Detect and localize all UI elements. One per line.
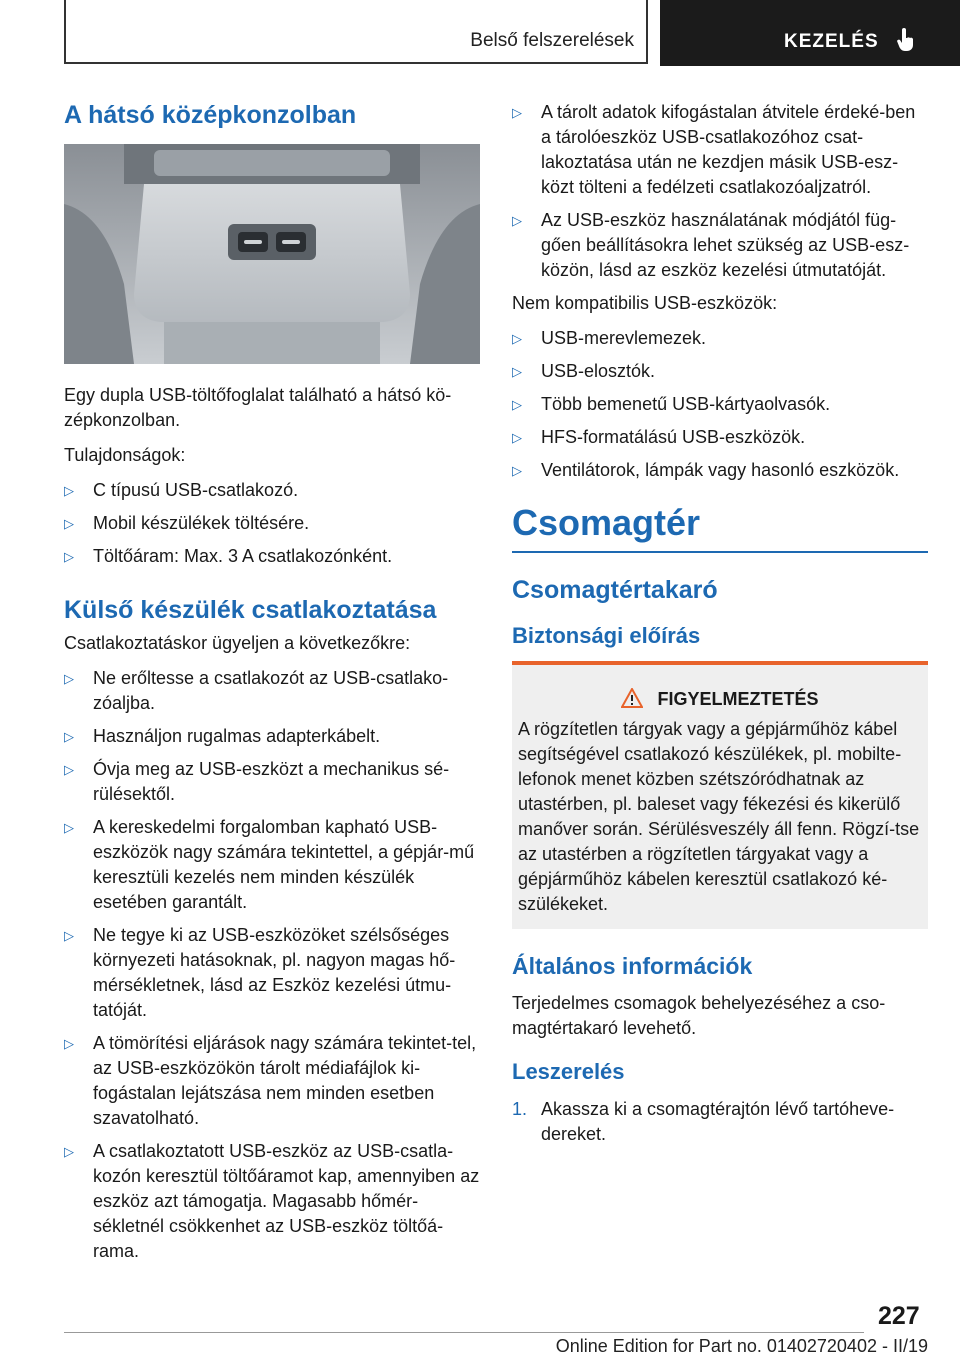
usb-notes-list	[512, 100, 928, 283]
triangle-bullet-icon: ▷	[64, 1144, 74, 1159]
triangle-bullet-icon: ▷	[64, 483, 74, 498]
list-item: ▷ Az USB-eszköz használatának módjától füg-gően beállításokra lehet szükség az USB-esz-közön, lásd az eszköz kezelési útmutatóját.	[512, 210, 910, 280]
triangle-bullet-icon: ▷	[64, 928, 74, 943]
heading-external-device: Külső készülék csatlakoztatása	[64, 596, 437, 624]
properties-list	[64, 478, 482, 569]
triangle-bullet-icon: ▷	[512, 397, 522, 412]
list-item: ▷ Használjon rugalmas adapterkábelt.	[64, 724, 482, 749]
triangle-bullet-icon: ▷	[512, 331, 522, 346]
warning-title: FIGYELMEZTETÉS	[518, 687, 922, 711]
list-item: ▷ A tárolt adatok kifogástalan átvitele érdeké-ben a tárolóeszköz USB-csatlakozóhoz csat-lakoztatása után ne kezdjen másik USB-esz-közt tölteni a fedélzeti csatlakozóaljzatról.	[512, 102, 916, 197]
triangle-bullet-icon: ▷	[64, 820, 74, 835]
warning-text: A rögzítetlen tárgyak vagy a gépjárműhöz kábel segítségével csatlakozó készülékek, pl. mobilte-lefonok menet közben szétszóródhatnak az utastérben, pl. baleset vagy fékezési és kikerülő manőver során. Sérülésveszély áll fenn. Rögzí-tse az utastérben a rögzítetlen tárgyakat vagy a gépjárműhöz kábelen keresztül csatlakozó ké-szülékeket.	[518, 719, 920, 914]
chapter-tab	[660, 0, 960, 66]
triangle-bullet-icon: ▷	[64, 671, 74, 686]
left-column	[64, 100, 482, 1272]
triangle-bullet-icon: ▷	[64, 516, 74, 531]
triangle-bullet-icon: ▷	[512, 364, 522, 379]
heading-luggage-cover: Csomagtértakaró	[512, 576, 718, 604]
section-header-box	[64, 0, 648, 64]
list-item: 1. Akassza ki a csomagtérajtón lévő tartóheve-dereket.	[512, 1099, 895, 1144]
footer-divider	[64, 1332, 864, 1333]
connect-list	[64, 666, 482, 1264]
list-item: ▷ A csatlakoztatott USB-eszköz az USB-csatla-kozón keresztül töltőáramot kap, amennyiben az eszköz azt támogatja. Magasabb hőmér-sékletnél csökkenhet az USB-eszköz töltőá-rama.	[64, 1141, 480, 1261]
incompatible-list	[512, 326, 928, 483]
triangle-bullet-icon: ▷	[512, 430, 522, 445]
properties-label: Tulajdonságok:	[64, 445, 186, 465]
page-number: 227	[878, 1302, 920, 1330]
triangle-bullet-icon: ▷	[512, 105, 522, 120]
list-item: ▷ USB-elosztók.	[512, 359, 928, 384]
triangle-bullet-icon: ▷	[512, 463, 522, 478]
list-item: ▷ Több bemenetű USB-kártyaolvasók.	[512, 392, 928, 417]
general-text: Terjedelmes csomagok behelyezéséhez a cso-magtértakaró levehető.	[512, 993, 886, 1038]
list-item: ▷ HFS-formatálású USB-eszközök.	[512, 425, 928, 450]
list-item: ▷ Ventilátorok, lámpák vagy hasonló eszközök.	[512, 458, 928, 483]
heading-removal: Leszerelés	[512, 1059, 625, 1084]
list-item: ▷ USB-merevlemezek.	[512, 326, 928, 351]
connect-intro: Csatlakoztatáskor ügyeljen a következőkre:	[64, 633, 411, 653]
usb-c-ports-photo	[64, 144, 480, 364]
chapter-tab-label: KEZELÉS	[784, 31, 879, 52]
list-item: ▷ Mobil készülékek töltésére.	[64, 511, 482, 536]
warning-box	[512, 661, 928, 929]
heading-general-info: Általános információk	[512, 953, 753, 979]
list-item: ▷ C típusú USB-csatlakozó.	[64, 478, 482, 503]
triangle-bullet-icon: ▷	[64, 762, 74, 777]
triangle-bullet-icon: ▷	[64, 1036, 74, 1051]
heading-safety: Biztonsági előírás	[512, 623, 701, 648]
list-item: ▷ Óvja meg az USB-eszközt a mechanikus sé-rülésektől.	[64, 759, 450, 804]
list-item: ▷ A kereskedelmi forgalomban kapható USB-eszközök nagy számára tekintettel, a gépjár-mű keresztüli kezelés nem minden készülék esetében garantált.	[64, 817, 475, 912]
removal-steps	[512, 1097, 928, 1147]
incompatible-label: Nem kompatibilis USB-eszközök:	[512, 293, 778, 313]
chapter-heading: Csomagtér	[512, 501, 928, 553]
triangle-bullet-icon: ▷	[64, 729, 74, 744]
heading-rear-console: A hátsó középkonzolban	[64, 101, 357, 129]
list-item: ▷ Ne tegye ki az USB-eszközöket szélsőséges környezeti hatásoknak, pl. nagyon magas hő-mérsékletnek, lásd az Eszköz kezelési útmu-tatóját.	[64, 925, 456, 1020]
list-item: ▷ Töltőáram: Max. 3 A csatlakozónként.	[64, 544, 482, 569]
list-item: ▷ Ne erőltesse a csatlakozót az USB-csatlako-zóaljba.	[64, 668, 449, 713]
intro-paragraph: Egy dupla USB-töltőfoglalat található a hátsó kö-zépkonzolban.	[64, 385, 452, 430]
warning-triangle-icon	[621, 688, 643, 708]
section-title: Belső felszerelések	[470, 30, 634, 51]
triangle-bullet-icon: ▷	[64, 549, 74, 564]
hand-pointer-icon	[896, 28, 916, 52]
triangle-bullet-icon: ▷	[512, 213, 522, 228]
edition-footer: Online Edition for Part no. 01402720402 - II/19	[555, 1336, 928, 1356]
list-item: ▷ A tömörítési eljárások nagy számára tekintet-tel, az USB-eszközökön tárolt médiafájlok ki-fogástalan lejátszása nem minden esetben szavatolható.	[64, 1033, 477, 1128]
right-column	[512, 100, 928, 1147]
